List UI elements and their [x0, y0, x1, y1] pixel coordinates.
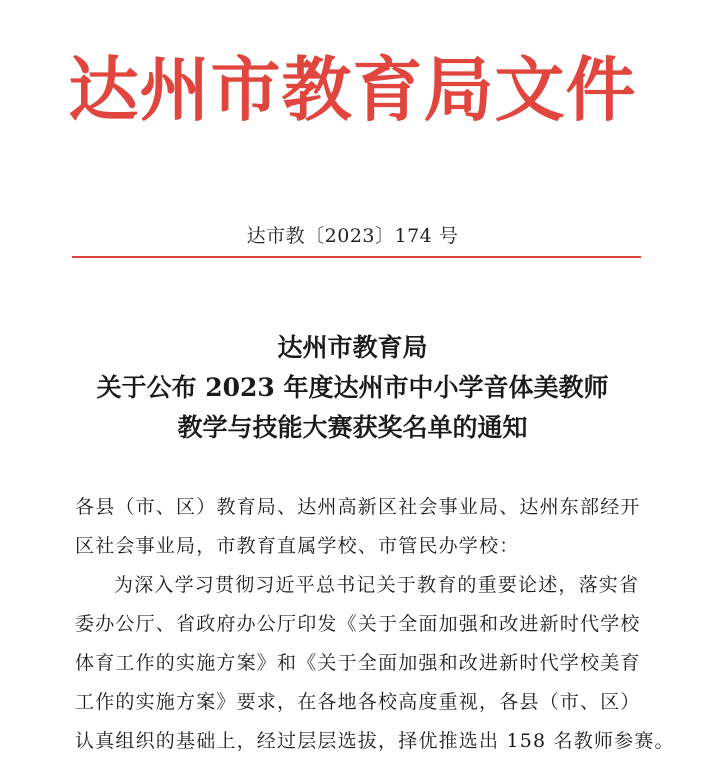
document-masthead: 达州市教育局文件: [68, 48, 637, 131]
body-line-recipients-1: 各县（市、区）教育局、达州高新区社会事业局、达州东部经开: [75, 496, 641, 518]
document-title-line-1: 达州市教育局: [277, 333, 428, 362]
body-line-paragraph-2: 委办公厅、省政府办公厅印发《关于全面加强和改进新时代学校: [75, 613, 641, 635]
body-line-paragraph-5: 认真组织的基础上，经过层层选拔，择优推选出 158 名教师参赛。: [75, 730, 675, 752]
body-line-recipients-2: 区社会事业局，市教育直属学校、市管民办学校：: [75, 535, 520, 557]
body-line-paragraph-3: 体育工作的实施方案》和《关于全面加强和改进新时代学校美育: [75, 652, 641, 674]
document-title-line-2: 关于公布 2023 年度达州市中小学音体美教师: [96, 373, 609, 402]
document-title-line-3: 教学与技能大赛获奖名单的通知: [177, 413, 528, 442]
body-line-paragraph-1: 为深入学习贯彻习近平总书记关于教育的重要论述，落实省: [114, 574, 640, 596]
document-number: 达市教〔2023〕174 号: [246, 225, 459, 247]
body-line-paragraph-4: 工作的实施方案》要求，在各地各校高度重视，各县（市、区）: [75, 691, 641, 713]
red-divider-line: [72, 256, 641, 258]
